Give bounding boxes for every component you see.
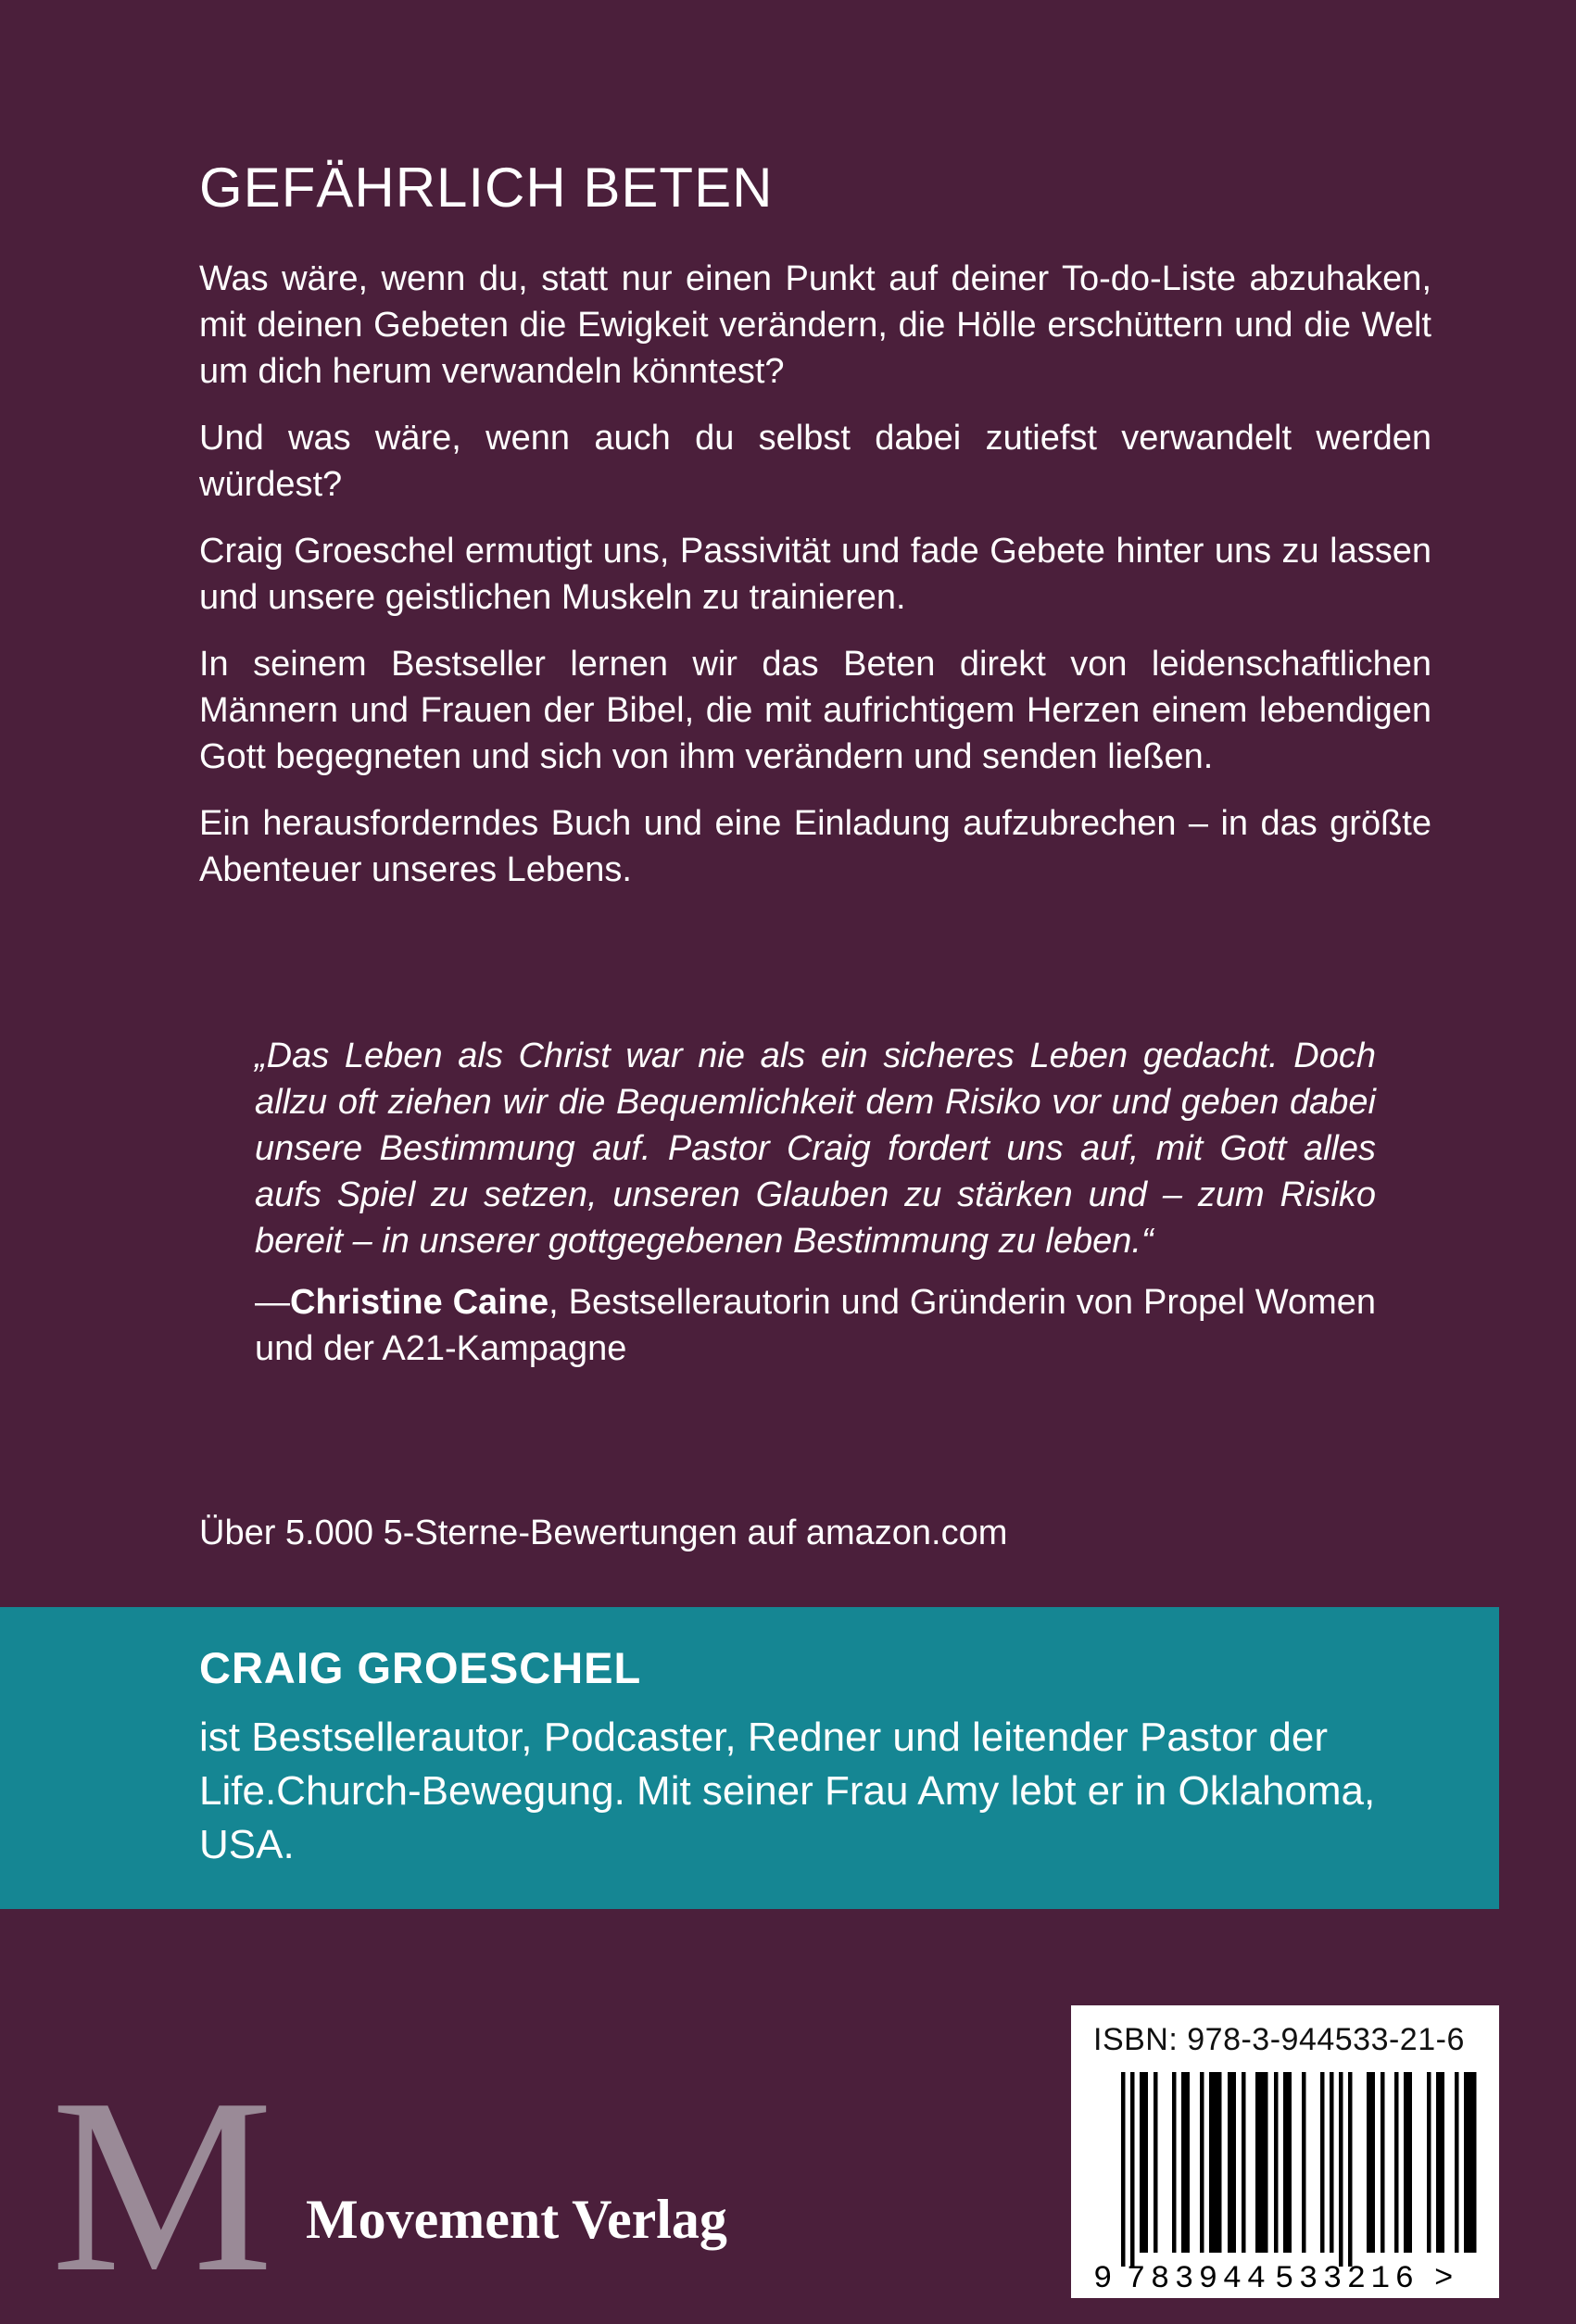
barcode-bar [1381, 2072, 1385, 2253]
barcode-bar [1209, 2072, 1222, 2253]
barcode-bar [1274, 2072, 1279, 2253]
barcode-bar [1302, 2072, 1306, 2253]
barcode-bar [1181, 2072, 1190, 2253]
barcode-digits-left: 783944 [1127, 2262, 1266, 2294]
quote-text: „Das Leben als Christ war nie als ein sicheres Leben gedacht. Doch allzu oft ziehen wir die Bequemlichkeit dem Risiko vor und geben dabei unsere Bestimmung auf. Pastor Craig fordert uns auf, mit Gott alles aufs Spiel zu setzen, unseren Glauben zu stärken und – zum Risiko bereit – in unserer gottgegebenen Bestimmung zu leben.“ [255, 1036, 1376, 1261]
barcode-bar [1436, 2072, 1444, 2253]
rating-note: Über 5.000 5-Sterne-Bewertungen auf amazon.com [199, 1514, 1008, 1552]
barcode-bar [1283, 2072, 1292, 2253]
barcode-bar [1464, 2072, 1477, 2253]
barcode-graphic [1090, 2072, 1479, 2294]
barcode-digit-first: 9 [1093, 2262, 1113, 2294]
barcode-bar [1320, 2072, 1325, 2253]
barcode-bar [1172, 2072, 1177, 2253]
quote-author-description: , Bestsellerautorin und Gründerin von Propel Women und der A21-Kampagne [255, 1283, 1376, 1368]
barcode-bar [1455, 2072, 1459, 2253]
barcode-bar [1154, 2072, 1158, 2253]
author-bio: ist Bestsellerautor, Podcaster, Redner und leitender Pastor der Life.Church-Bewegung. Mit seiner Frau Amy lebt er in Oklahoma, USA. [199, 1715, 1376, 1867]
blurb-paragraph-2: Und was wäre, wenn auch du selbst dabei zutiefst verwandelt werden würdest? [199, 419, 1431, 504]
barcode-bar [1367, 2072, 1375, 2253]
barcode-bar [1228, 2072, 1236, 2253]
barcode-bar [1140, 2072, 1148, 2253]
barcode-bar [1130, 2072, 1135, 2267]
blurb-paragraph-5: Ein herausforderndes Buch und eine Einladung aufzubrechen – in das größte Abenteuer unseres Lebens. [199, 804, 1431, 889]
author-name: CRAIG GROESCHEL [199, 1643, 642, 1692]
barcode-bar [1394, 2072, 1399, 2253]
isbn-label: ISBN: 978-3-944533-21-6 [1093, 2022, 1465, 2057]
quote-attribution [255, 1279, 1376, 1372]
barcode-bar [1330, 2072, 1334, 2253]
publisher-name: Movement Verlag [306, 2189, 727, 2250]
barcode-bar [1339, 2072, 1343, 2267]
main-text [199, 157, 1431, 913]
endorsement-quote [255, 1033, 1376, 1372]
publisher-logo-mark: M [51, 2047, 274, 2324]
barcode-bar [1200, 2072, 1204, 2253]
barcode-bar [1255, 2072, 1268, 2253]
author-band [0, 1607, 1499, 1909]
barcode-bar [1427, 2072, 1431, 2253]
barcode-bar [1404, 2072, 1412, 2253]
barcode-bars [1121, 2072, 1479, 2267]
barcode-bar [1242, 2072, 1246, 2253]
barcode-digits-right: 533216 [1275, 2262, 1414, 2294]
quote-author: Christine Caine [290, 1283, 549, 1322]
quote-dash: — [255, 1283, 290, 1322]
barcode-quiet-mark: > [1434, 2262, 1454, 2294]
blurb-paragraph-1: Was wäre, wenn du, statt nur einen Punkt auf deiner To-do-Liste abzuhaken, mit deinen Gebeten die Ewigkeit verändern, die Hölle erschüttern und die Welt um dich herum verwandeln könntest? [199, 259, 1431, 391]
book-title: GEFÄHRLICH BETEN [199, 157, 774, 219]
blurb-paragraph-3: Craig Groeschel ermutigt uns, Passivität und fade Gebete hinter uns zu lassen und unsere geistlichen Muskeln zu trainieren. [199, 532, 1431, 617]
barcode-bar [1348, 2072, 1353, 2267]
isbn-barcode [1071, 2005, 1499, 2298]
blurb-paragraph-4: In seinem Bestseller lernen wir das Beten direkt von leidenschaftlichen Männern und Frauen der Bibel, die mit aufrichtigem Herzen einem lebendigen Gott begegneten und sich von ihm verändern und senden ließen. [199, 645, 1431, 776]
barcode-bar [1121, 2072, 1126, 2267]
